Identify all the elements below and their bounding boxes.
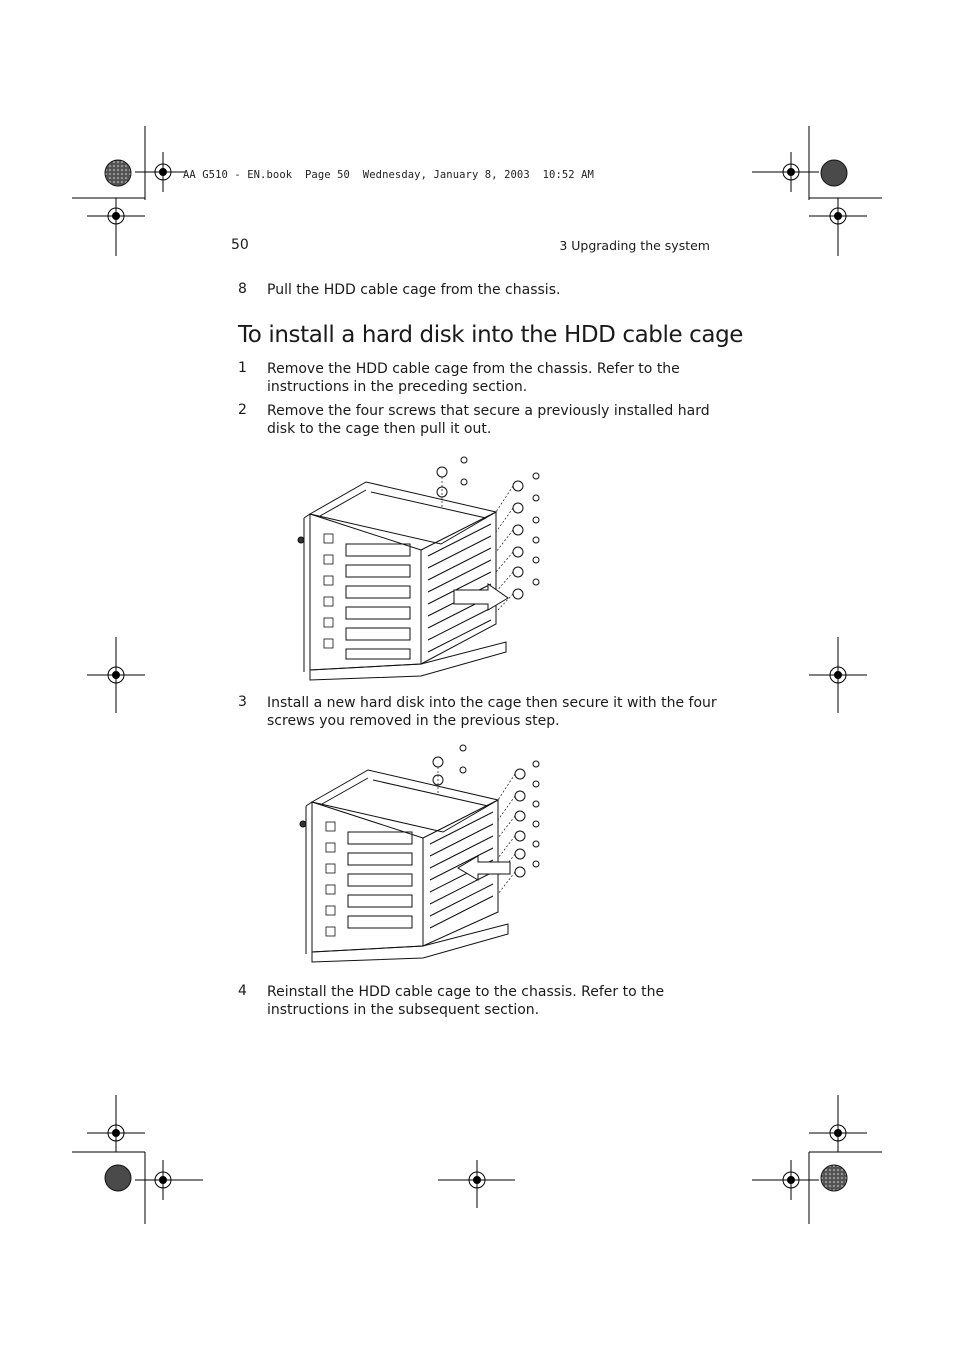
step-number: 2 <box>238 402 247 418</box>
step-number: 8 <box>238 281 247 297</box>
print-slug: AA G510 - EN.book Page 50 Wednesday, January 8, 2003 10:52 AM <box>183 169 594 181</box>
page-number: 50 <box>231 237 249 253</box>
figure-install-hard-disk <box>298 740 558 970</box>
step-text: Remove the HDD cable cage from the chassis. Refer to the instructions in the preceding section. <box>267 361 680 395</box>
step-text: Remove the four screws that secure a previously installed hard disk to the cage then pull it out. <box>267 403 710 437</box>
color-bar-disc-icon <box>105 160 131 186</box>
step-number: 4 <box>238 983 247 999</box>
step-number: 1 <box>238 360 247 376</box>
color-bar-disc-icon <box>821 160 847 186</box>
running-head: 3 Upgrading the system <box>559 238 710 253</box>
figure-remove-hard-disk <box>296 452 556 682</box>
color-bar-disc-icon <box>821 1165 847 1191</box>
step-text: Install a new hard disk into the cage then secure it with the four screws you removed in the previous step. <box>267 695 717 729</box>
section-title: To install a hard disk into the HDD cable cage <box>238 322 744 348</box>
step-text: Pull the HDD cable cage from the chassis. <box>267 282 561 298</box>
step-number: 3 <box>238 694 247 710</box>
step-text: Reinstall the HDD cable cage to the chassis. Refer to the instructions in the subsequent section. <box>267 984 665 1018</box>
color-bar-disc-icon <box>105 1165 131 1191</box>
